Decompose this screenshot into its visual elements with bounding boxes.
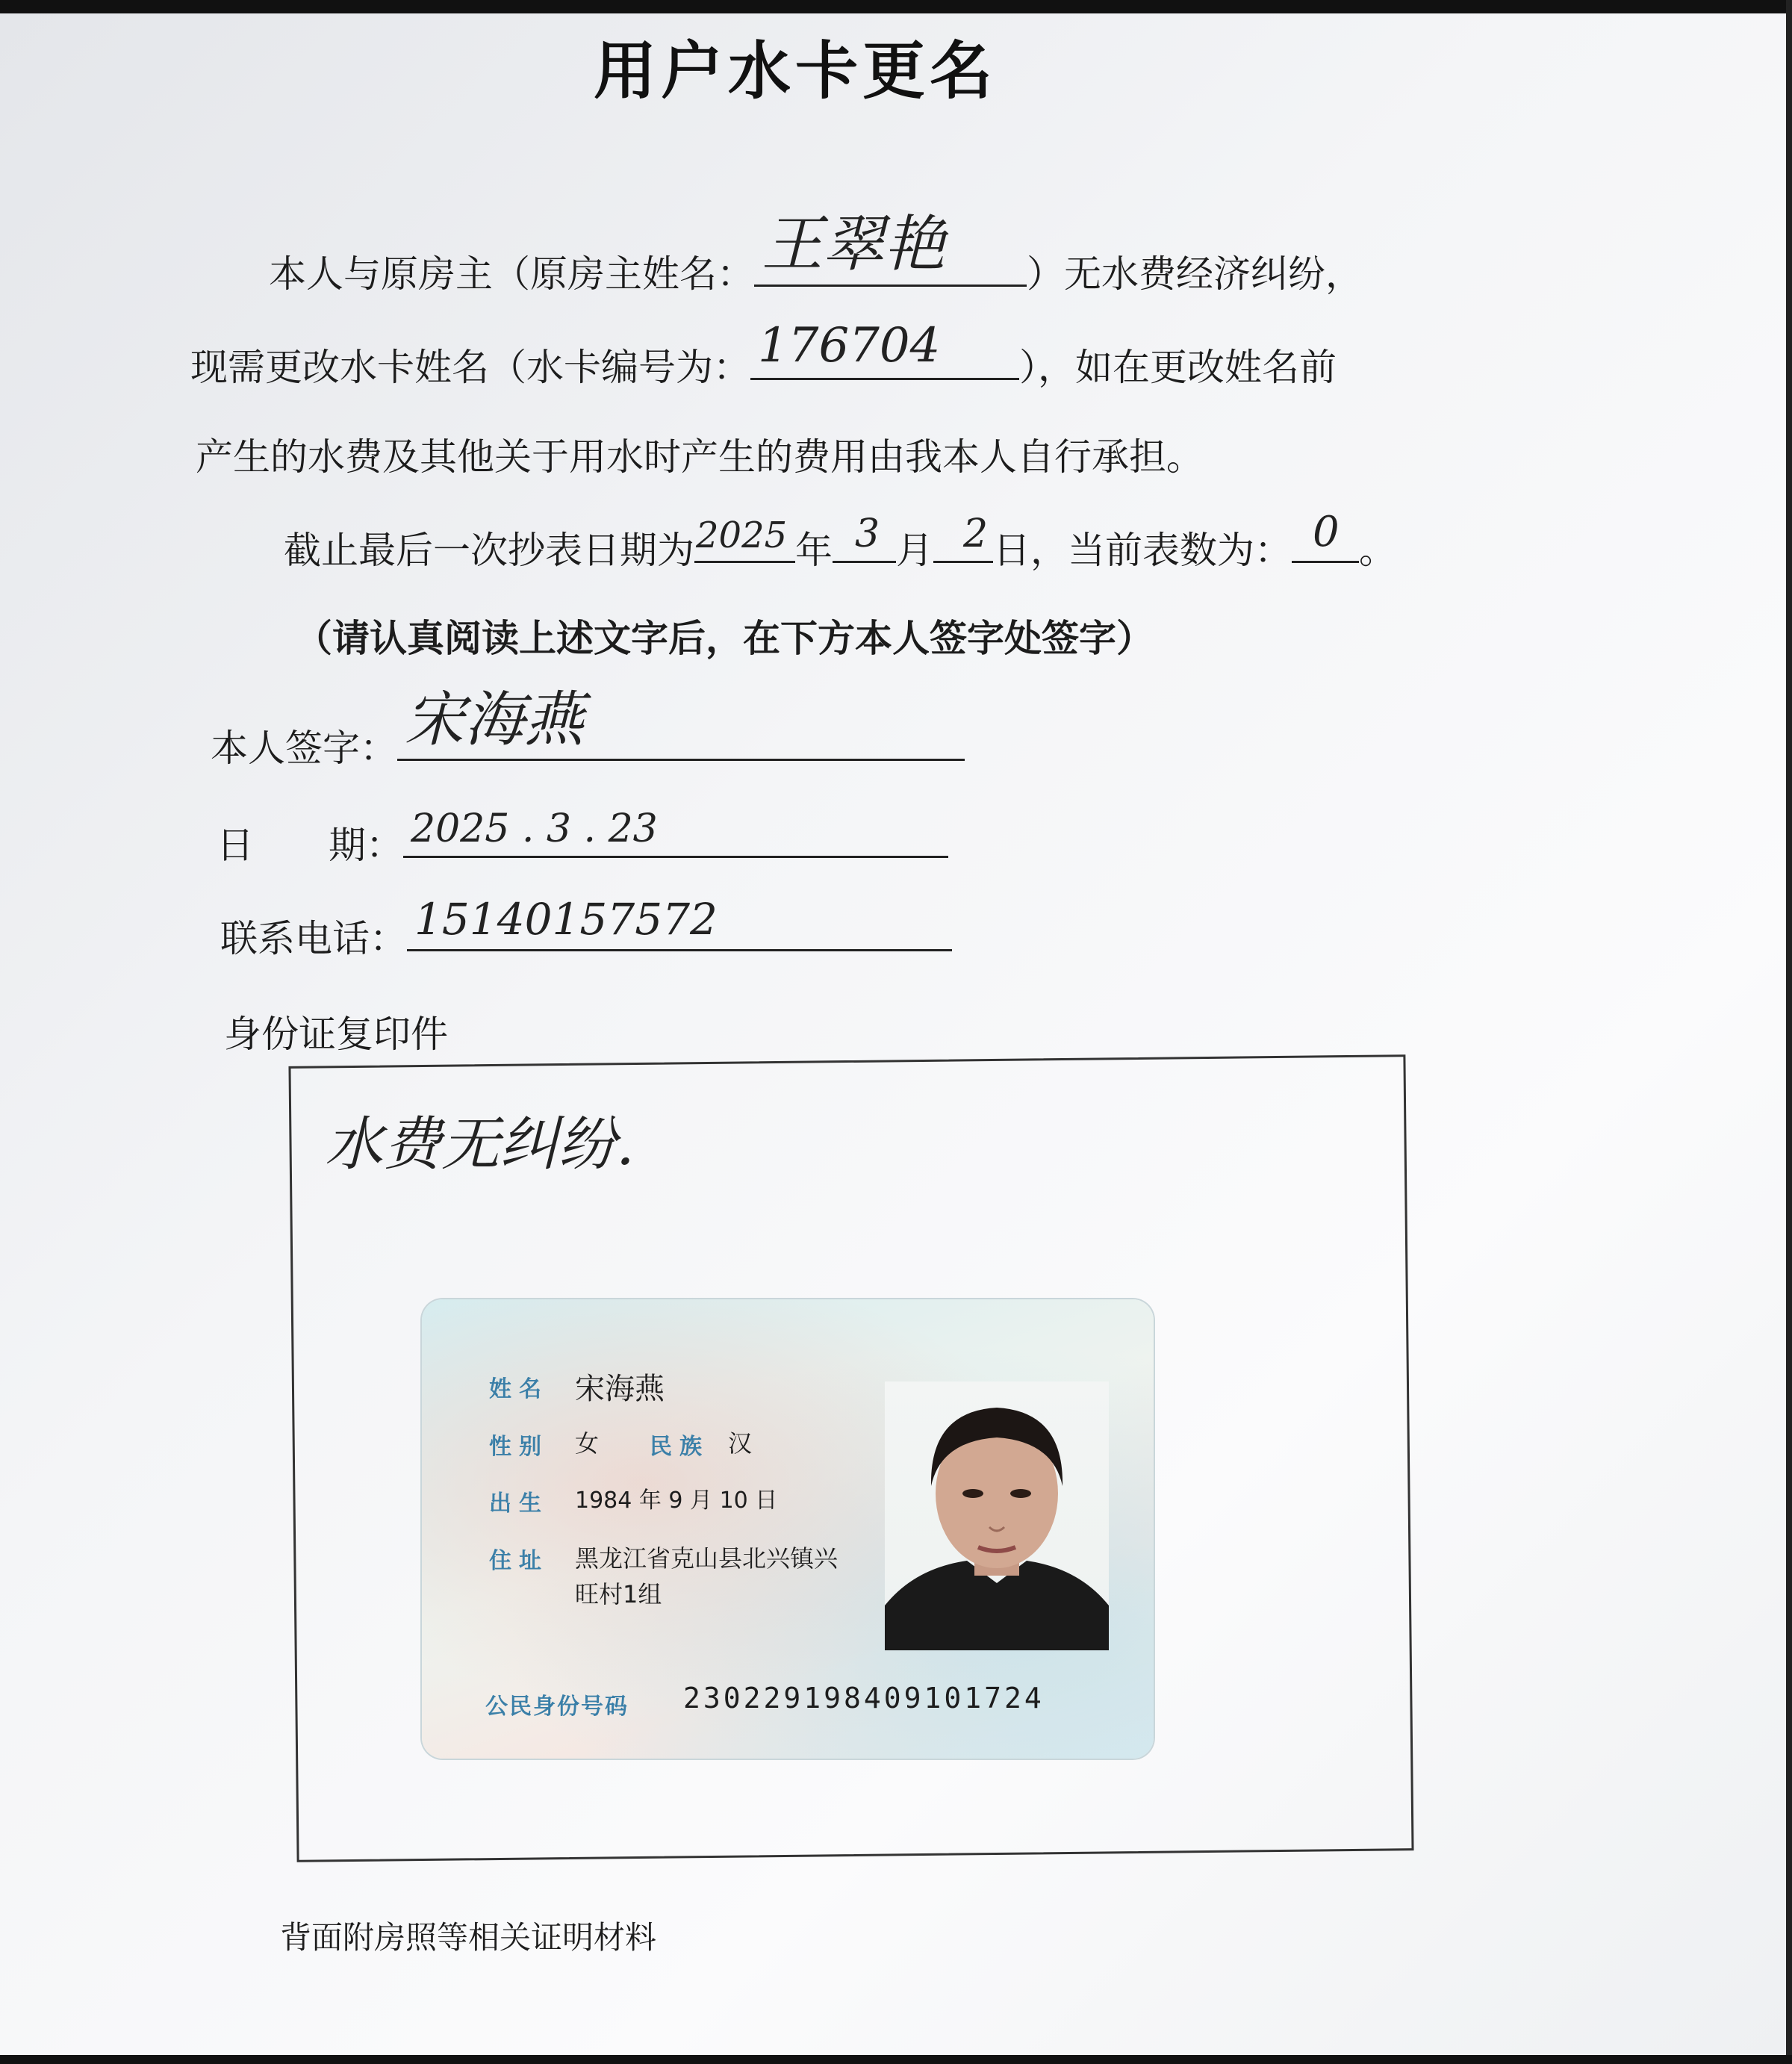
- phone-label: 联系电话：: [220, 917, 407, 960]
- id-address-line2: 旺村1组: [575, 1580, 662, 1608]
- card-number-handwritten: 176704: [758, 318, 941, 373]
- signature-label: 本人签字：: [211, 727, 397, 770]
- day-unit: 日，当前表数为：: [993, 529, 1292, 572]
- paragraph-meter: [284, 508, 1396, 574]
- id-address-line1: 黑龙江省克山县北兴镇兴: [575, 1544, 839, 1573]
- signature-row: [211, 685, 965, 772]
- owner-name-handwritten: 王翠艳: [762, 209, 945, 280]
- document-title: 用户水卡更名: [593, 34, 997, 108]
- id-card: [422, 1299, 1154, 1759]
- month-handwritten: 3: [855, 512, 880, 556]
- id-copy-label: 身份证复印件: [224, 1013, 448, 1056]
- paragraph-liability: 产生的水费及其他关于用水时产生的费用由我本人自行承担。: [196, 435, 1204, 479]
- meter-reading-handwritten: 0: [1313, 508, 1340, 556]
- id-birth-value: 1984 年 9 月 10 日: [575, 1488, 778, 1514]
- id-name-value: 宋海燕: [575, 1372, 665, 1406]
- month-field: [833, 512, 896, 563]
- year-unit: 年: [795, 529, 833, 572]
- owner-name-field: [754, 209, 1027, 287]
- scan-edge-top: [0, 0, 1792, 13]
- id-ethnicity-value: 汉: [728, 1429, 753, 1458]
- id-address-label: 住址: [489, 1548, 549, 1574]
- id-sex-label: 性别: [489, 1434, 549, 1460]
- phone-field: [407, 894, 952, 951]
- portrait-illustration: [885, 1381, 1109, 1650]
- year-handwritten: 2025: [696, 515, 788, 556]
- id-birth-label: 出生: [489, 1491, 549, 1517]
- year-field: [694, 515, 795, 563]
- date-label: 日 期：: [217, 824, 403, 867]
- date-field: [403, 806, 948, 858]
- id-ethnicity-label: 民族: [650, 1434, 709, 1460]
- scan-edge-bottom: [0, 2055, 1792, 2064]
- paragraph-card: [190, 318, 1337, 391]
- phone-handwritten: 15140157572: [414, 894, 718, 945]
- owner-suffix: ）无水费经济纠纷，: [1027, 252, 1363, 296]
- meter-end: 。: [1359, 529, 1396, 572]
- id-number-label: 公民身份号码: [485, 1694, 629, 1720]
- date-row: [217, 806, 948, 869]
- card-number-field: [750, 318, 1019, 380]
- id-name-label: 姓名: [489, 1376, 549, 1402]
- card-suffix: ），如在更改姓名前: [1019, 346, 1337, 389]
- paragraph-owner: [269, 209, 1363, 298]
- day-handwritten: 2: [963, 512, 989, 556]
- scan-edge-right: [1786, 0, 1792, 2064]
- phone-row: [220, 894, 952, 963]
- id-sex-value: 女: [575, 1429, 600, 1458]
- month-unit: 月: [896, 529, 933, 572]
- signature-handwritten: 宋海燕: [405, 685, 584, 754]
- id-number-value: 230229198409101724: [683, 1682, 1045, 1715]
- owner-prefix: 本人与原房主（原房主姓名：: [269, 252, 754, 296]
- signature-field: [397, 685, 965, 761]
- meter-prefix: 截止最后一次抄表日期为: [284, 529, 694, 572]
- day-field: [933, 512, 993, 563]
- date-handwritten: 2025 . 3 . 23: [411, 806, 658, 851]
- instruction-text: （请认真阅读上述文字后，在下方本人签字处签字）: [295, 617, 1154, 660]
- box-handwritten-note: 水费无纠纷.: [325, 1111, 635, 1178]
- meter-reading-field: [1292, 508, 1359, 563]
- card-prefix: 现需更改水卡姓名（水卡编号为：: [190, 346, 750, 389]
- id-photo: [885, 1381, 1109, 1650]
- footer-note: 背面附房照等相关证明材料: [280, 1919, 657, 1956]
